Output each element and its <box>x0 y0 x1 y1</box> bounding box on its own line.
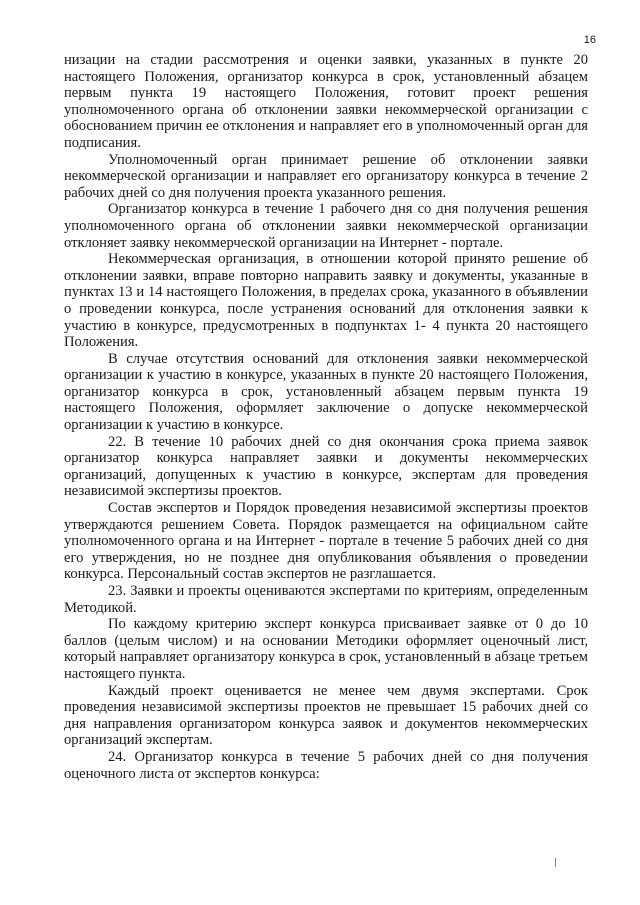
paragraph-experts: Состав экспертов и Порядок проведения независимой экспертизы проектов утверждаются решением Совета. Порядок размещается на официальном сайте уполномоченного органа и на Интернет - портале в течение 5 рабочих дней со дня его утверждения, но не позднее дня опубликования объявления о проведении конкурса. Персональный состав экспертов не разглашается. <box>64 500 588 583</box>
paragraph-23: 23. Заявки и проекты оцениваются экспертами по критериям, определенным Методикой. <box>64 583 588 616</box>
paragraph-4: Некоммерческая организация, в отношении которой принято решение об отклонении заявки, вправе повторно направить заявку и документы, указанные в пунктах 13 и 14 настоящего Положения, в пределах срока, указанного в объявлении о проведении конкурса, после устранения оснований для отклонения заявки к участию в конкурсе, предусмотренных в подпунктах 1- 4 пункта 20 настоящего Положения. <box>64 251 588 351</box>
paragraph-22: 22. В течение 10 рабочих дней со дня окончания срока приема заявок организатор конкурса направляет заявки и документы некоммерческих организаций, допущенных к участию в конкурсе, экспертам для проведения независимой экспертизы проектов. <box>64 433 588 500</box>
paragraph-3: Организатор конкурса в течение 1 рабочего дня со дня получения решения уполномоченного органа об отклонении заявки некоммерческой организации отклоняет заявку некоммерческой организации на Интернет - портале. <box>64 201 588 251</box>
page-number: 16 <box>583 34 596 46</box>
paragraph-24: 24. Организатор конкурса в течение 5 рабочих дней со дня получения оценочного листа от экспертов конкурса: <box>64 748 588 782</box>
scan-mark <box>555 858 556 867</box>
paragraph-evaluation: Каждый проект оценивается не менее чем двумя экспертами. Срок проведения независимой экспертизы проектов не превышает 15 рабочих дней со дня направления организатором конкурса заявок и документов некоммерческих организаций экспертам. <box>64 682 588 749</box>
paragraph-1: низации на стадии рассмотрения и оценки заявки, указанных в пункте 20 настоящего Положения, организатор конкурса в срок, установленный абзацем первым пункта 19 настоящего Положения, готовит проект решения уполномоченного органа об отклонении заявки некоммерческой организации с обоснованием причин ее отклонения и направляет его в уполномоченный орган для подписания. <box>64 52 588 151</box>
paragraph-criteria: По каждому критерию эксперт конкурса присваивает заявке от 0 до 10 баллов (целым числом) и на основании Методики оформляет оценочный лист, который направляет организатору конкурса в срок, установленный в абзаце третьем настоящего пункта. <box>64 616 588 682</box>
paragraph-5: В случае отсутствия оснований для отклонения заявки некоммерческой организации к участию в конкурсе, указанных в пункте 20 настоящего Положения, организатор конкурса в срок, установленный абзацем первым пункта 19 настоящего Положения, оформляет заключение о допуске некоммерческой организации к участию в конкурсе. <box>64 350 588 434</box>
paragraph-2: Уполномоченный орган принимает решение об отклонении заявки некоммерческой организации и направляет его организатору конкурса в течение 2 рабочих дней со дня получения проекта указанного решения. <box>64 151 588 201</box>
